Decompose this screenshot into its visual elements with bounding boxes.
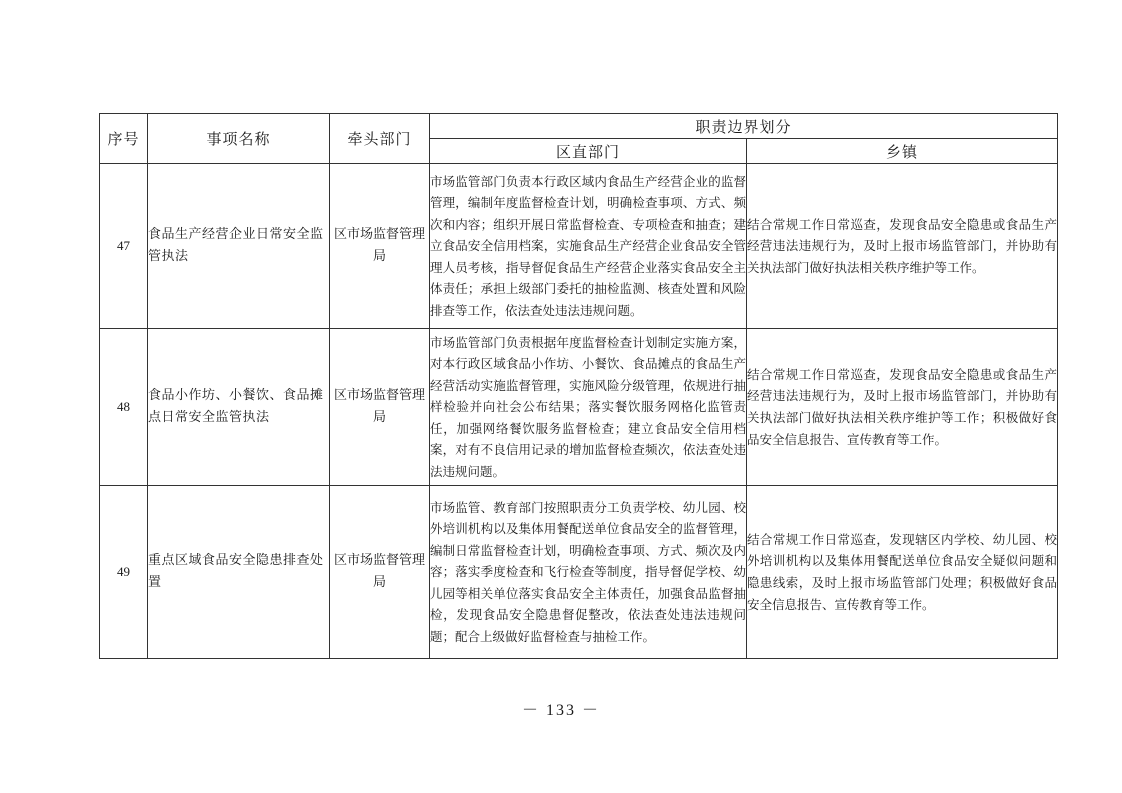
- header-item-name: 事项名称: [148, 114, 330, 164]
- table-row: [100, 164, 1058, 329]
- header-town: 乡镇: [747, 139, 1058, 164]
- header-no: 序号: [100, 114, 148, 164]
- row-lead-dept: 区市场监督管理局: [330, 486, 430, 659]
- row-lead-dept: 区市场监督管理局: [330, 329, 430, 486]
- table-row: [100, 486, 1058, 659]
- row-item-name: 食品生产经营企业日常安全监管执法: [148, 164, 330, 329]
- row-town-duty: 结合常规工作日常巡查，发现食品安全隐患或食品生产经营违法违规行为，及时上报市场监管部门，并协助有关执法部门做好执法相关秩序维护等工作。: [747, 164, 1058, 329]
- row-town-duty: 结合常规工作日常巡查，发现辖区内学校、幼儿园、校外培训机构以及集体用餐配送单位食品安全疑似问题和隐患线索，及时上报市场监管部门处理；积极做好食品安全信息报告、宣传教育等工作。: [747, 486, 1058, 659]
- row-item-name: 重点区域食品安全隐患排查处置: [148, 486, 330, 659]
- row-no: 49: [100, 486, 148, 659]
- row-district-duty: 市场监管部门负责根据年度监督检查计划制定实施方案，对本行政区域食品小作坊、小餐饮、食品摊点的食品生产经营活动实施监督管理，实施风险分级管理，依规进行抽样检验并向社会公布结果；落实餐饮服务网格化监管责任，加强网络餐饮服务监督检查；建立食品安全信用档案，对有不良信用记录的增加监督检查频次，依法查处违法违规问题。: [430, 329, 747, 486]
- row-district-duty: 市场监管、教育部门按照职责分工负责学校、幼儿园、校外培训机构以及集体用餐配送单位食品安全的监督管理，编制日常监督检查计划，明确检查事项、方式、频次及内容；落实季度检查和飞行检查等制度，指导督促学校、幼儿园等相关单位落实食品安全主体责任，加强食品监督抽检，发现食品安全隐患督促整改，依法查处违法违规问题；配合上级做好监督检查与抽检工作。: [430, 486, 747, 659]
- header-division: 职责边界划分: [430, 114, 1058, 139]
- header-district-dept: 区直部门: [430, 139, 747, 164]
- header-lead-dept: 牵头部门: [330, 114, 430, 164]
- row-lead-dept: 区市场监督管理局: [330, 164, 430, 329]
- row-town-duty: 结合常规工作日常巡查，发现食品安全隐患或食品生产经营违法违规行为，及时上报市场监管部门，并协助有关执法部门做好执法相关秩序维护等工作；积极做好食品安全信息报告、宣传教育等工作。: [747, 329, 1058, 486]
- table-row: [100, 329, 1058, 486]
- row-no: 47: [100, 164, 148, 329]
- row-district-duty: 市场监管部门负责本行政区域内食品生产经营企业的监督管理，编制年度监督检查计划，明确检查事项、方式、频次和内容；组织开展日常监督检查、专项检查和抽查；建立食品安全信用档案，实施食品生产经营企业食品安全管理人员考核，指导督促食品生产经营企业落实食品安全主体责任；承担上级部门委托的抽检监测、核查处置和风险排查等工作，依法查处违法违规问题。: [430, 164, 747, 329]
- page-number: － 133 －: [521, 702, 600, 719]
- row-item-name: 食品小作坊、小餐饮、食品摊点日常安全监管执法: [148, 329, 330, 486]
- row-no: 48: [100, 329, 148, 486]
- duty-division-table: [99, 113, 1058, 659]
